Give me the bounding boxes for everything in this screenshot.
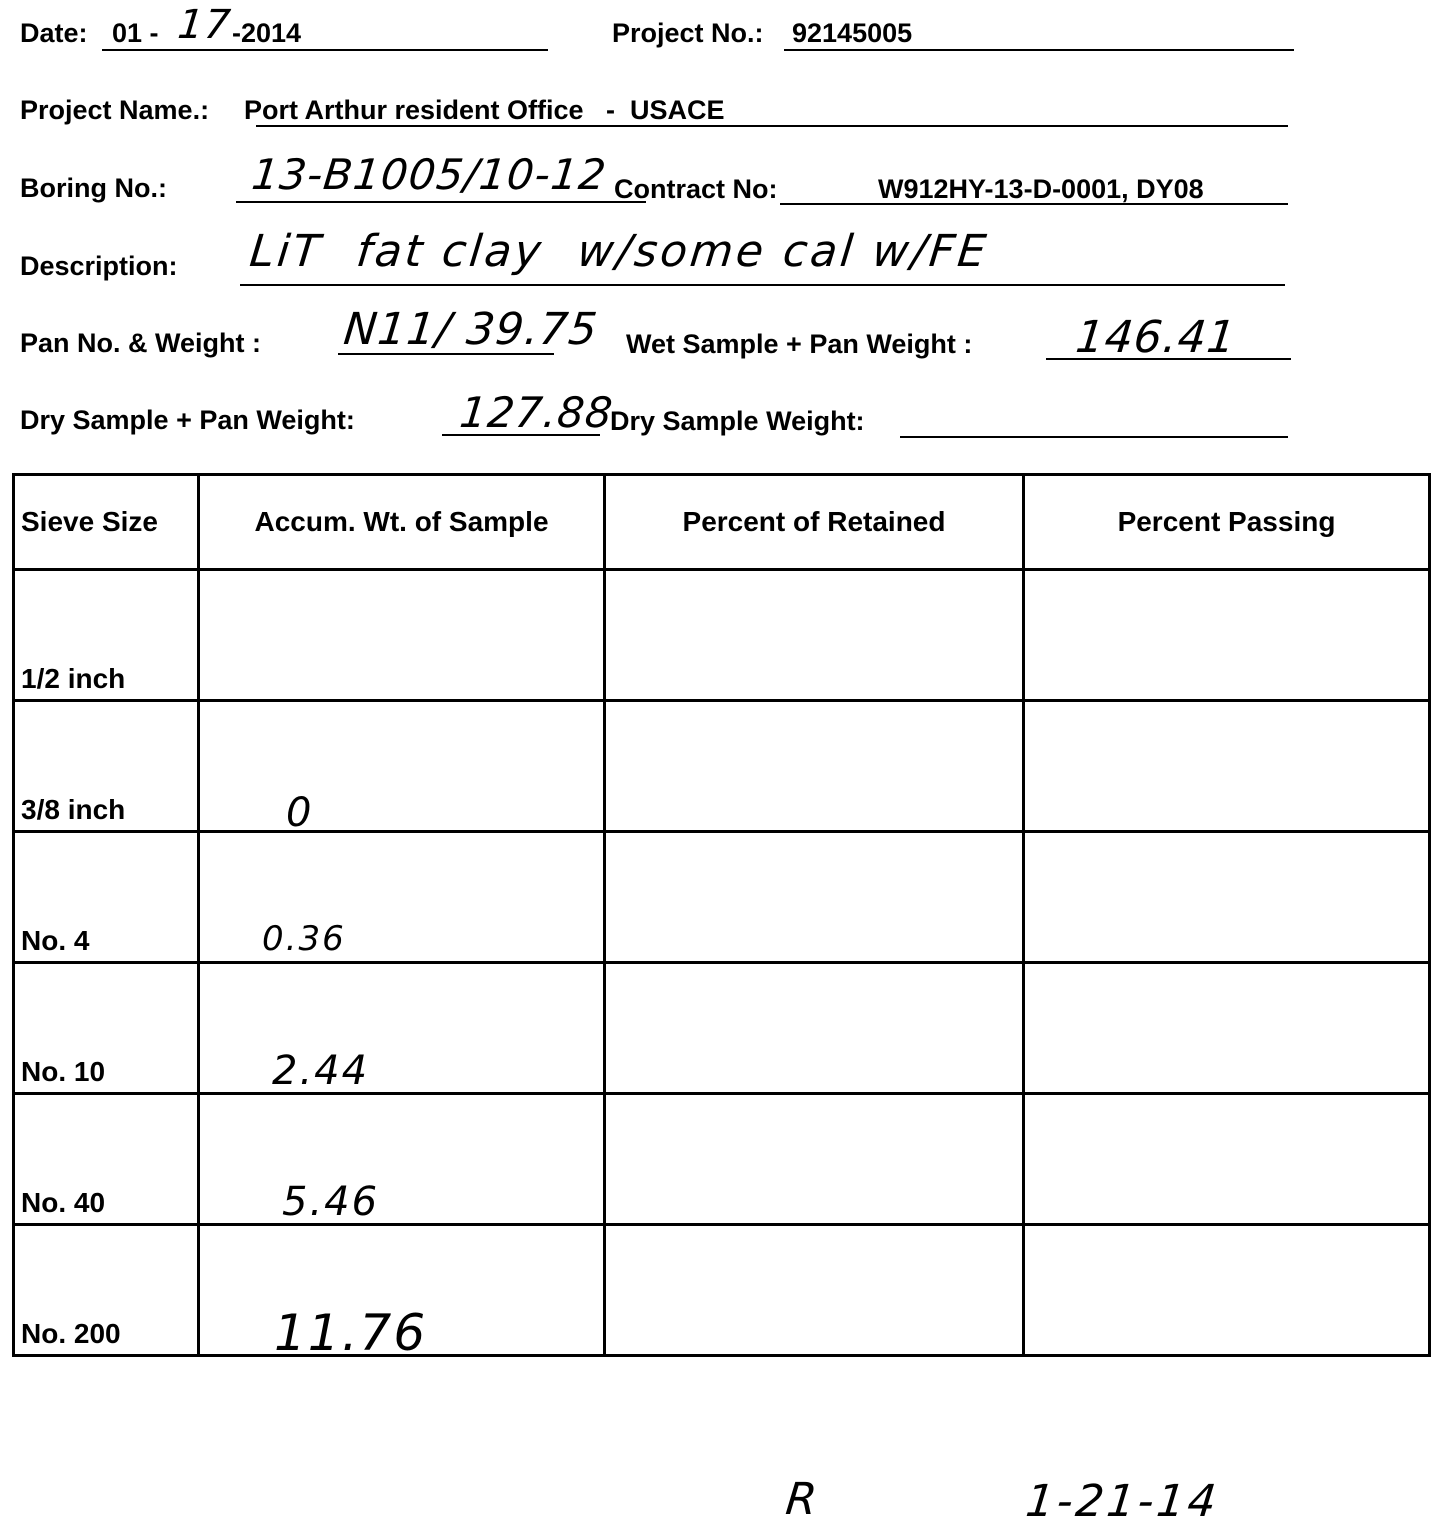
cell-accum-wt xyxy=(199,963,605,1094)
cell-percent-retained xyxy=(605,832,1024,963)
dry-pan-value: 127.88 xyxy=(457,388,616,437)
header-sieve-size: Sieve Size xyxy=(14,475,199,570)
cell-accum-wt xyxy=(199,1225,605,1362)
cell-percent-passing xyxy=(1024,570,1430,701)
date-underline xyxy=(102,49,548,51)
cell-percent-retained xyxy=(605,1094,1024,1225)
cell-sieve-size xyxy=(14,1094,199,1225)
header-accum-wt: Accum. Wt. of Sample xyxy=(199,475,605,570)
description-value: LiT fat clay w/some cal w/FE xyxy=(247,226,992,277)
cell-percent-passing xyxy=(1024,1225,1430,1356)
cell-percent-retained xyxy=(605,701,1024,832)
cell-percent-retained xyxy=(605,1225,1024,1356)
date-month-value: 01 - xyxy=(112,18,159,48)
accum-wt-text: 0 xyxy=(286,790,314,836)
header-percent-passing: Percent Passing xyxy=(1024,475,1430,570)
sieve-size-text: 3/8 inch xyxy=(21,794,126,825)
cell-sieve-size xyxy=(14,570,199,701)
table-header-row xyxy=(14,475,1430,570)
wet-weight-underline xyxy=(1046,358,1291,360)
boring-no-value: 13-B1005/10-12 xyxy=(249,150,610,199)
accum-wt-text: 5.46 xyxy=(282,1179,380,1225)
table-row xyxy=(14,963,1430,1094)
contract-no-label: Contract No: xyxy=(614,174,778,204)
cell-percent-retained xyxy=(605,570,1024,701)
pan-underline xyxy=(338,353,554,355)
boring-no-underline xyxy=(236,201,646,203)
project-no-underline xyxy=(784,49,1294,51)
contract-no-value: W912HY-13-D-0001, DY08 xyxy=(878,174,1204,204)
wet-weight-value: 146.41 xyxy=(1073,312,1239,363)
cell-sieve-size xyxy=(14,1225,199,1356)
table-row xyxy=(14,1094,1430,1225)
dry-pan-label: Dry Sample + Pan Weight: xyxy=(20,405,355,435)
cell-percent-passing xyxy=(1024,963,1430,1094)
sieve-size-text: No. 200 xyxy=(21,1318,121,1349)
sieve-table xyxy=(12,473,1431,1362)
boring-no-label: Boring No.: xyxy=(20,173,167,203)
cell-sieve-size xyxy=(14,701,199,832)
project-name-underline xyxy=(256,125,1288,127)
dry-weight-underline xyxy=(900,436,1288,438)
cell-percent-passing xyxy=(1024,1094,1430,1225)
table-row xyxy=(14,570,1430,701)
contract-no-underline xyxy=(780,203,1288,205)
date-label: Date: xyxy=(20,18,88,48)
sieve-size-text: No. 10 xyxy=(21,1056,106,1087)
dry-weight-label: Dry Sample Weight: xyxy=(610,406,865,436)
dry-pan-underline xyxy=(442,434,600,436)
wet-weight-label: Wet Sample + Pan Weight : xyxy=(626,329,973,359)
cell-accum-wt xyxy=(199,832,605,963)
table-row xyxy=(14,832,1430,963)
project-name-value: Port Arthur resident Office - USACE xyxy=(244,95,725,125)
table-row xyxy=(14,1225,1430,1356)
pan-value: N11/ 39.75 xyxy=(341,304,601,355)
description-underline xyxy=(240,284,1285,286)
cell-percent-retained xyxy=(605,963,1024,1094)
review-date: 1-21-14 xyxy=(1023,1476,1222,1527)
project-no-value: 92145005 xyxy=(792,18,913,48)
cell-percent-passing xyxy=(1024,701,1430,832)
accum-wt-text: 11.76 xyxy=(274,1304,428,1362)
accum-wt-text: 2.44 xyxy=(272,1048,370,1094)
cell-accum-wt xyxy=(199,701,605,836)
sieve-size-text: No. 40 xyxy=(21,1187,106,1218)
cell-percent-passing xyxy=(1024,832,1430,963)
cell-accum-wt xyxy=(199,570,605,701)
header-percent-retained: Percent of Retained xyxy=(605,475,1024,570)
sieve-size-text: No. 4 xyxy=(21,925,90,956)
project-no-label: Project No.: xyxy=(612,18,764,48)
cell-sieve-size xyxy=(14,832,199,963)
sieve-size-text: 1/2 inch xyxy=(21,663,126,694)
accum-wt-text: 0.36 xyxy=(262,919,346,959)
description-label: Description: xyxy=(20,251,178,281)
pan-label: Pan No. & Weight : xyxy=(20,328,261,358)
project-name-label: Project Name.: xyxy=(20,95,210,125)
cell-sieve-size xyxy=(14,963,199,1094)
reviewer-initials: R xyxy=(783,1474,821,1525)
table-row xyxy=(14,701,1430,832)
cell-accum-wt xyxy=(199,1094,605,1225)
date-year-value: -2014 xyxy=(232,18,302,48)
date-day-value: 17 xyxy=(175,2,234,48)
